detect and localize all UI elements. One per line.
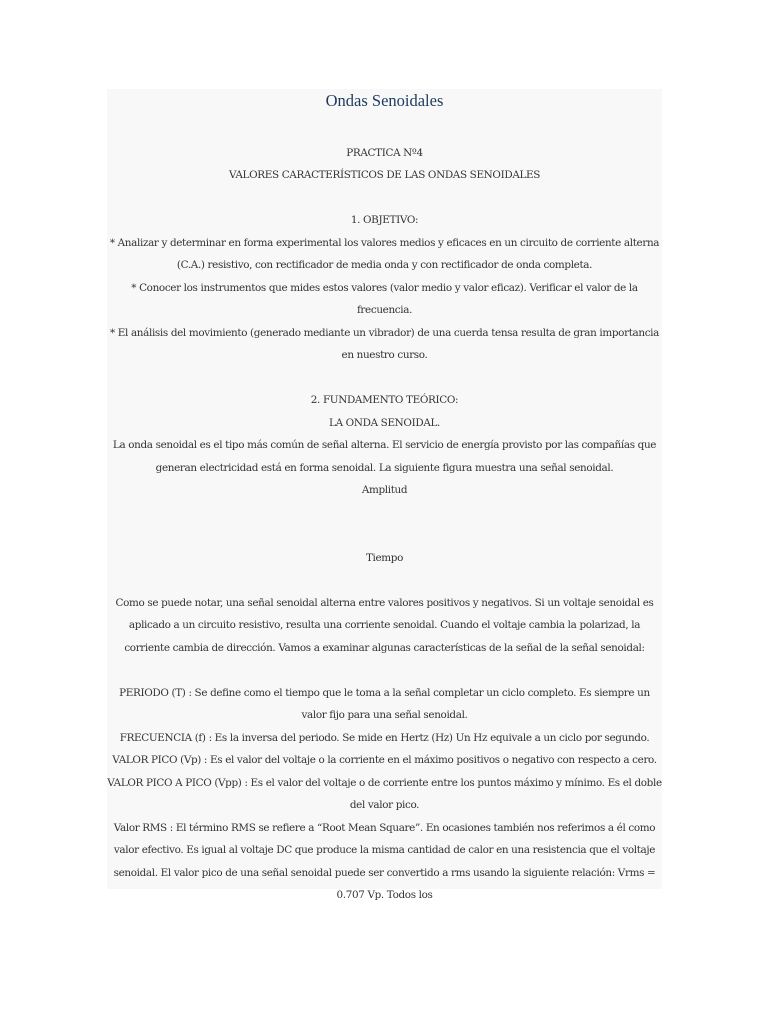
spacer [107, 367, 662, 390]
fundamento-subheading: LA ONDA SENOIDAL. [329, 416, 440, 429]
fundamento-intro: La onda senoidal es el tipo más común de señal alterna. El servicio de energía provisto por las compañías que generan electricidad está en forma senoidal. La siguiente figura muestra una señal senoidal. [112, 439, 657, 474]
practica-subtitle: VALORES CARACTERÍSTICOS DE LAS ONDAS SENOIDALES [228, 169, 541, 181]
spacer [107, 119, 662, 142]
fundamento-explanation: Como se puede notar, una señal senoidal alterna entre valores positivos y negativos. Si un voltaje senoidal es aplicado a un circuito resistivo, resulta una corriente senoidal. Cuando el voltaje cambia la polarizad, la corriente cambia de dirección. Vamos a examinar algunas características de la señal de la señal senoidal: [115, 596, 654, 654]
figure-label-tiempo: Tiempo [365, 551, 404, 564]
objetivo-item-2: * Conocer los instrumentos que mides estos valores (valor medio y valor eficaz). Verificar el valor de la frecuencia. [131, 281, 638, 316]
spacer [107, 659, 662, 682]
document-page [107, 89, 662, 901]
definition-periodo: PERIODO (T) : Se define como el tiempo que le toma a la señal completar un ciclo completo. Es siempre un valor fijo para una señal senoidal. [119, 686, 650, 721]
objetivo-item-1: * Analizar y determinar en forma experimental los valores medios y eficaces en un circuito de corriente alterna (C.A.) resistivo, con rectificador de media onda y con rectificador de onda completa. [109, 236, 660, 271]
figure-label-amplitud: Amplitud [361, 484, 408, 496]
definition-frecuencia: FRECUENCIA (f) : Es la inversa del periodo. Se mide en Hertz (Hz) Un Hz equivale a un ciclo por segundo. [119, 731, 650, 744]
fundamento-heading: 2. FUNDAMENTO TEÓRICO: [310, 394, 459, 406]
definition-valor-rms: Valor RMS : El término RMS se refiere a “Root Mean Square”. En ocasiones también nos referimos a él como valor efectivo. Es igual al voltaje DC que produce la misma cantidad de calor en una resistencia que el voltaje senoidal. El valor pico de una señal senoidal puede ser convertido a rms usando la siguiente relación: Vrms = 0.707 Vp. Todos los [113, 821, 656, 901]
spacer [107, 569, 662, 592]
figure-placeholder [107, 502, 662, 547]
objetivo-item-3: * El análisis del movimiento (generado mediante un vibrador) de una cuerda tensa resulta de gran importancia en nuestro curso. [110, 326, 659, 361]
objetivo-heading: 1. OBJETIVO: [350, 214, 419, 226]
definition-valor-pico: VALOR PICO (Vp) : Es el valor del voltaje o la corriente en el máximo positivos o negativo con respecto a cero. [112, 754, 657, 766]
document-title: Ondas Senoidales [325, 91, 444, 110]
definition-valor-pico-a-pico: VALOR PICO A PICO (Vpp) : Es el valor del voltaje o de corriente entre los puntos máximo y mínimo. Es el doble del valor pico. [107, 776, 662, 811]
practica-number: PRACTICA Nº4 [346, 146, 423, 159]
spacer [107, 187, 662, 210]
